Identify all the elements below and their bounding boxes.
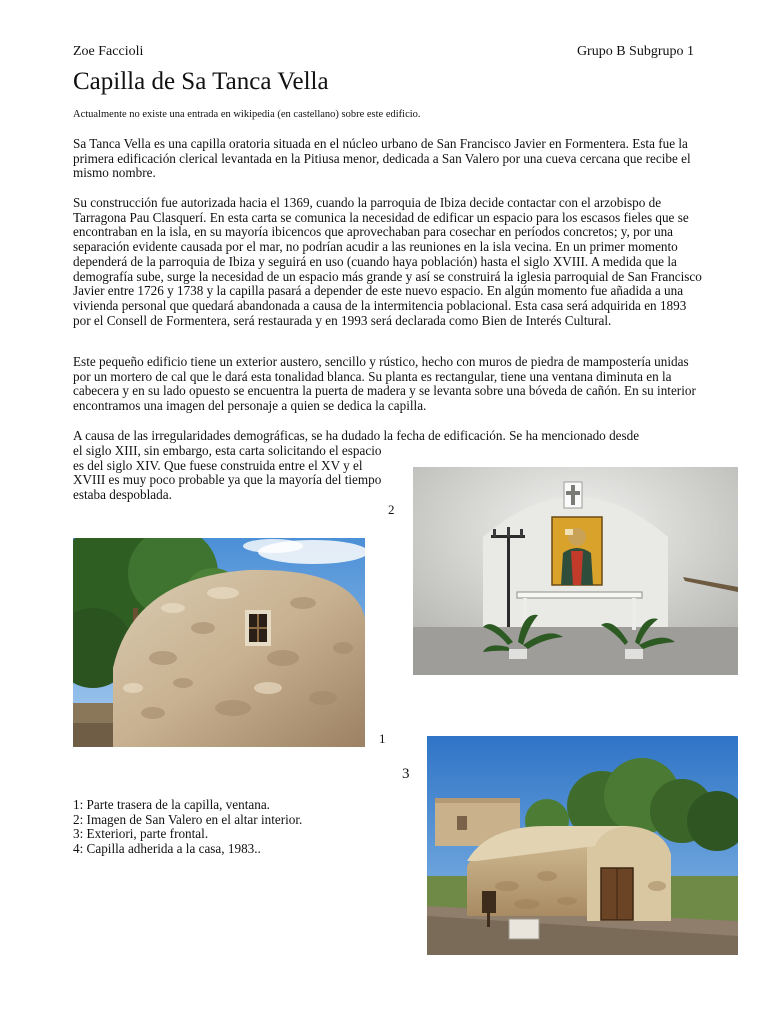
caption-item-3: 3: Exteriori, parte frontal. — [73, 826, 209, 842]
page-title: Capilla de Sa Tanca Vella — [73, 68, 329, 95]
paragraph-history: Su construcción fue autorizada hacia el 1369, cuando la parroquia de Ibiza decide contactar con el arzobispo de Tarragona Pau Clasquerí. En esta carta se comunica la necesidad de edificar un espacio para los escasos fieles que se encontraban en la isla, en su mayoría ibicencos que aprovechaban para cosechar en períodos concretos; y, por una separación evidente causada por el mar, no podrían acudir a las reuniones en la isla vecina. En un primer momento dependerá de la parroquia de Ibiza y seguirá en uso (cuando haya población) hasta el siglo XVIII. A medida que la demografía sube, surge la necesidad de un espacio más grande y así se construirá la iglesia parroquial de San Francisco Javier entre 1726 y 1738 y la capilla pasará a depender de este nuevo espacio. En algún momento fue añadida a una vivienda personal que quedará abandonada a causa de la intermitencia poblacional. Esta casa será adquirida en 1893 por el Consell de Formentera, será restaurada y en 1993 será declarada como Bien de Interés Cultural. — [73, 195, 702, 328]
photo-chapel-back-window — [73, 538, 365, 747]
figure-captions-list — [73, 798, 302, 857]
caption-item-1: 1: Parte trasera de la capilla, ventana. — [73, 797, 270, 812]
wikipedia-note: Actualmente no existe una entrada en wikipedia (en castellano) sobre este edificio. — [73, 109, 421, 120]
caption-item-2: 2: Imagen de San Valero en el altar interior. — [73, 811, 303, 827]
paragraph-description: Este pequeño edificio tiene un exterior austero, sencillo y rústico, hecho con muros de piedra de mampostería unidas por un mortero de cal que le dará esta tonalidad blanca. Su planta es rectangular, tiene una ventana diminuta en la cabecera y en su lado opuesto se encuentra la puerta de madera y se levanta sobre una bóveda de cañón. En su interior encontramos una imagen del personaje a quien se dedica la capilla. — [73, 354, 696, 414]
header-author: Zoe Faccioli — [73, 44, 144, 59]
header-group: Grupo B Subgrupo 1 — [576, 44, 694, 59]
caption-item-4: 4: Capilla adherida a la casa, 1983.. — [73, 841, 261, 857]
figure-number-3: 3 — [402, 766, 410, 782]
paragraph-dating-line1: A causa de las irregularidades demográficas, se ha dudado la fecha de edificación. Se ha mencionado desde — [73, 428, 640, 443]
figure-number-1: 1 — [379, 731, 386, 746]
figure-number-2: 2 — [388, 502, 395, 517]
photo-altar-interior — [413, 467, 738, 675]
paragraph-dating-rest: el siglo XIII, sin embargo, esta carta solicitando el espacio es del siglo XIV. Que fuese construida entre el XV y el XVIII es muy poco probable ya que la mayoría del tiempo estaba despoblada. — [73, 443, 382, 503]
paragraph-intro: Sa Tanca Vella es una capilla oratoria situada en el núcleo urbano de San Francisco Javier en Formentera. Esta fue la primera edificación clerical levantada en la Pitiusa menor, dedicada a San Valero por una cueva cercana que recibe el mismo nombre. — [73, 136, 691, 181]
photo-chapel-exterior-front — [427, 736, 738, 955]
